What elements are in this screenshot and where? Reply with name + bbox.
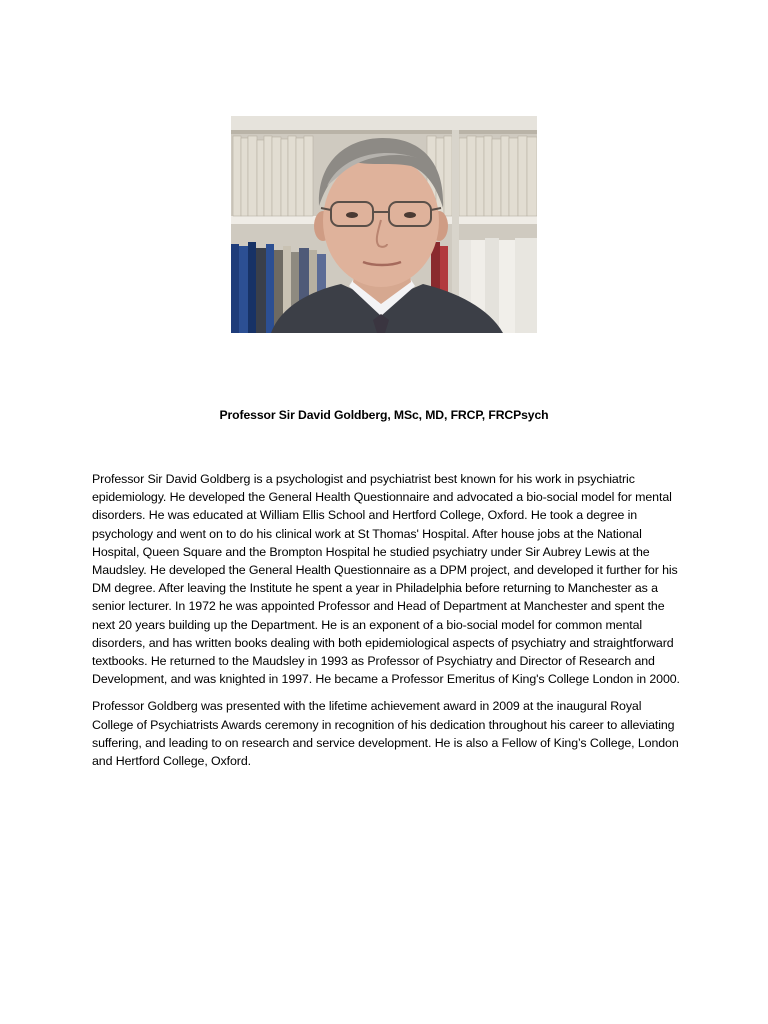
biography-paragraph: Professor Sir David Goldberg is a psychologist and psychiatrist best known for his work in psychiatric epidemiology. He developed the General Health Questionnaire and advocated a bio-social model for mental disorders. He was educated at William Ellis School and Hertford College, Oxford. He took a degree in psychology and went on to do his clinical work at St Thomas' Hospital. After house jobs at the National Hospital, Queen Square and the Brompton Hospital he studied psychiatry under Sir Aubrey Lewis at the Maudsley. He developed the General Health Questionnaire as a DPM project, and developed it further for his DM degree. After leaving the Institute he spent a year in Philadelphia before returning to Manchester as a senior lecturer. In 1972 he was appointed Professor and Head of Department at Manchester and spent the next 20 years building up the Department. He is an exponent of a bio-social model for common mental disorders, and has written books dealing with both epidemiological aspects of psychiatry and straightforward textbooks. He returned to the Maudsley in 1993 as Professor of Psychiatry and Director of Research and Development, and was knighted in 1997. He became a Professor Emeritus of King's College London in 2000. bbox=[92, 472, 680, 687]
document-title: Professor Sir David Goldberg, MSc, MD, FRCP, FRCPsych bbox=[219, 408, 549, 422]
biography-text bbox=[92, 470, 682, 779]
biography-paragraph: Professor Goldberg was presented with the lifetime achievement award in 2009 at the inaugural Royal College of Psychiatrists Awards ceremony in recognition of his dedication throughout his career to alleviating suffering, and leading to on research and service development. He is also a Fellow of King’s College, London and Hertford College, Oxford. bbox=[92, 699, 679, 769]
portrait-photo bbox=[231, 116, 537, 333]
